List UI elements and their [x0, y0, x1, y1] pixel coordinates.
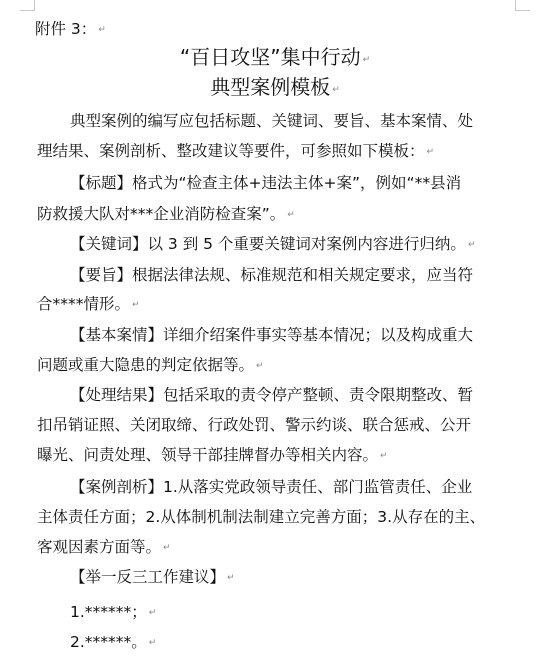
paragraph-mark-icon: ↵ — [380, 451, 388, 461]
result-item-line: 曝光、问责处理、领导干部挂牌督办等相关内容。 ↵ — [37, 446, 388, 464]
title-item-line: 防救援大队对***企业消防检查案”。 ↵ — [37, 205, 295, 223]
result-item-line: 【处理结果】包括采取的责令停产整顿、责令限期整改、暂 — [70, 386, 474, 404]
paragraph-mark-icon: ↵ — [132, 300, 140, 310]
paragraph-mark-icon: ↵ — [287, 210, 295, 220]
suggestion-heading: 【举一反三工作建议】 ↵ — [70, 568, 235, 586]
title-item-line: 【标题】格式为“检查主体+违法主体+案”，例如“**县消 — [70, 174, 462, 192]
facts-item-line: 问题或重大隐患的判定依据等。 ↵ — [37, 356, 264, 374]
intro-line: 典型案例的编写应包括标题、关键词、要旨、基本案情、处 — [70, 112, 474, 130]
paragraph-mark-icon: ↵ — [148, 638, 157, 648]
facts-item-line: 【基本案情】详细介绍案件事实等基本情况；以及构成重大 — [70, 326, 474, 344]
suggestion-item: 1.******； ↵ — [70, 603, 157, 621]
paragraph-mark-icon: ↵ — [332, 85, 340, 95]
paragraph-mark-icon: ↵ — [148, 608, 157, 618]
paragraph-mark-icon: ↵ — [467, 240, 476, 250]
page-corner-mark-right — [515, 0, 530, 11]
analysis-item-line: 客观因素方面等。 ↵ — [37, 538, 171, 556]
paragraph-mark-icon: ↵ — [227, 573, 235, 583]
paragraph-mark-icon: ↵ — [98, 25, 106, 35]
gist-item-line: 【要旨】根据法律法规、标准规范和相关规定要求，应当符 — [70, 266, 474, 284]
suggestion-item: 2.******。 ↵ — [70, 633, 157, 651]
document-title-line2: 典型案例模板 ↵ — [210, 75, 340, 99]
paragraph-mark-icon: ↵ — [163, 543, 171, 553]
paragraph-mark-icon: ↵ — [256, 361, 264, 371]
paragraph-mark-icon: ↵ — [362, 55, 371, 65]
analysis-item-line: 主体责任方面；2.从体制机制法制建立完善方面；3.从存在的主、 — [37, 508, 486, 526]
intro-line: 理结果、案例剖析、整改建议等要件，可参照如下模板： ↵ — [37, 142, 435, 160]
keyword-item-line: 【关键词】以 3 到 5 个重要关键词对案例内容进行归纳。 ↵ — [70, 235, 476, 253]
page-corner-mark-left — [20, 0, 35, 11]
document-title-line1: “百日攻坚”集中行动 ↵ — [179, 45, 371, 69]
gist-item-line: 合****情形。 ↵ — [37, 295, 140, 313]
result-item-line: 扣吊销证照、关闭取缔、行政处罚、警示约谈、联合惩戒、公开 — [37, 416, 472, 434]
analysis-item-line: 【案例剖析】1.从落实党政领导责任、部门监管责任、企业 — [70, 478, 473, 496]
annex-label: 附件 3： ↵ — [35, 20, 106, 38]
paragraph-mark-icon: ↵ — [426, 147, 435, 157]
